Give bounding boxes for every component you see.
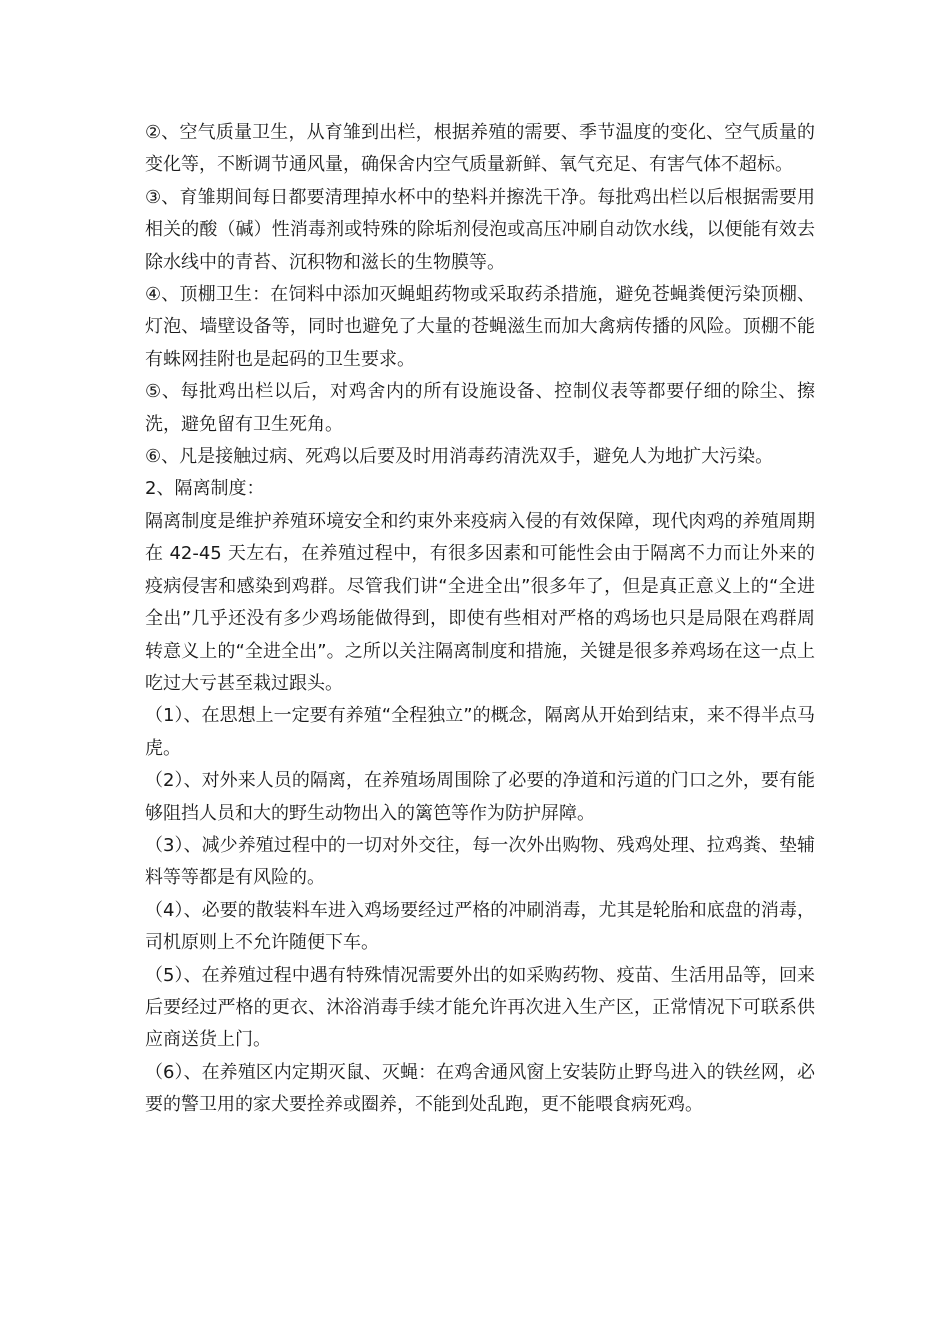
paragraph-water-cups: ③、育雏期间每日都要清理掉水杯中的垫料并擦洗干净。每批鸡出栏以后根据需要用相关的酸（碱）性消毒剂或特殊的除垢剂侵泡或高压冲刷自动饮水线，以便能有效去除水线中的青苔、沉积物和滋长的生物膜等。 — [145, 186, 815, 273]
paragraph-equipment-cleaning: ⑤、每批鸡出栏以后，对鸡舍内的所有设施设备、控制仪表等都要仔细的除尘、擦洗，避免留有卫生死角。 — [145, 381, 815, 435]
document-body — [145, 117, 815, 1122]
paragraph-air-quality: ②、空气质量卫生，从育雏到出栏，根据养殖的需要、季节温度的变化、空气质量的变化等，不断调节通风量，确保舍内空气质量新鲜、氧气充足、有害气体不超标。 — [145, 122, 815, 176]
list-item-isolation-2: （2）、对外来人员的隔离，在养殖场周围除了必要的净道和污道的门口之外，要有能够阻挡人员和大的野生动物出入的篱笆等作为防护屏障。 — [145, 770, 815, 824]
section-heading-isolation: 2、隔离制度： — [145, 478, 265, 500]
paragraph-ceiling-hygiene: ④、顶棚卫生：在饲料中添加灭蝇蛆药物或采取药杀措施，避免苍蝇粪便污染顶棚、灯泡、墙壁设备等，同时也避免了大量的苍蝇滋生而加大禽病传播的风险。顶棚不能有蛛网挂附也是起码的卫生要求。 — [145, 284, 815, 370]
paragraph-isolation-intro: 隔离制度是维护养殖环境安全和约束外来疫病入侵的有效保障，现代肉鸡的养殖周期在 42-45 天左右，在养殖过程中，有很多因素和可能性会由于隔离不力而让外来的疫病侵害和感染到鸡群。尽管我们讲“全进全出”很多年了，但是真正意义上的“全进全出”几乎还没有多少鸡场能做得到，即使有些相对严格的鸡场也只是局限在鸡群周转意义上的“全进全出”。之所以关注隔离制度和措施，关键是很多养鸡场在这一点上吃过大亏甚至栽过跟头。 — [145, 510, 815, 694]
list-item-isolation-5: （5）、在养殖过程中遇有特殊情况需要外出的如采购药物、疫苗、生活用品等，回来后要经过严格的更衣、沐浴消毒手续才能允许再次进入生产区，正常情况下可联系供应商送货上门。 — [145, 964, 815, 1051]
list-item-isolation-4: （4）、必要的散装料车进入鸡场要经过严格的冲刷消毒，尤其是轮胎和底盘的消毒，司机原则上不允许随便下车。 — [145, 899, 815, 954]
list-item-isolation-3: （3）、减少养殖过程中的一切对外交往，每一次外出购物、残鸡处理、拉鸡粪、垫辅料等等都是有风险的。 — [145, 834, 815, 889]
list-item-isolation-1: （1）、在思想上一定要有养殖“全程独立”的概念，隔离从开始到结束，来不得半点马虎。 — [145, 705, 815, 759]
list-item-isolation-6: （6）、在养殖区内定期灭鼠、灭蝇：在鸡舍通风窗上安装防止野鸟进入的铁丝网，必要的警卫用的家犬要拴养或圈养，不能到处乱跑，更不能喂食病死鸡。 — [145, 1061, 815, 1116]
paragraph-hand-washing: ⑥、凡是接触过病、死鸡以后要及时用消毒药清洗双手，避免人为地扩大污染。 — [145, 446, 774, 468]
